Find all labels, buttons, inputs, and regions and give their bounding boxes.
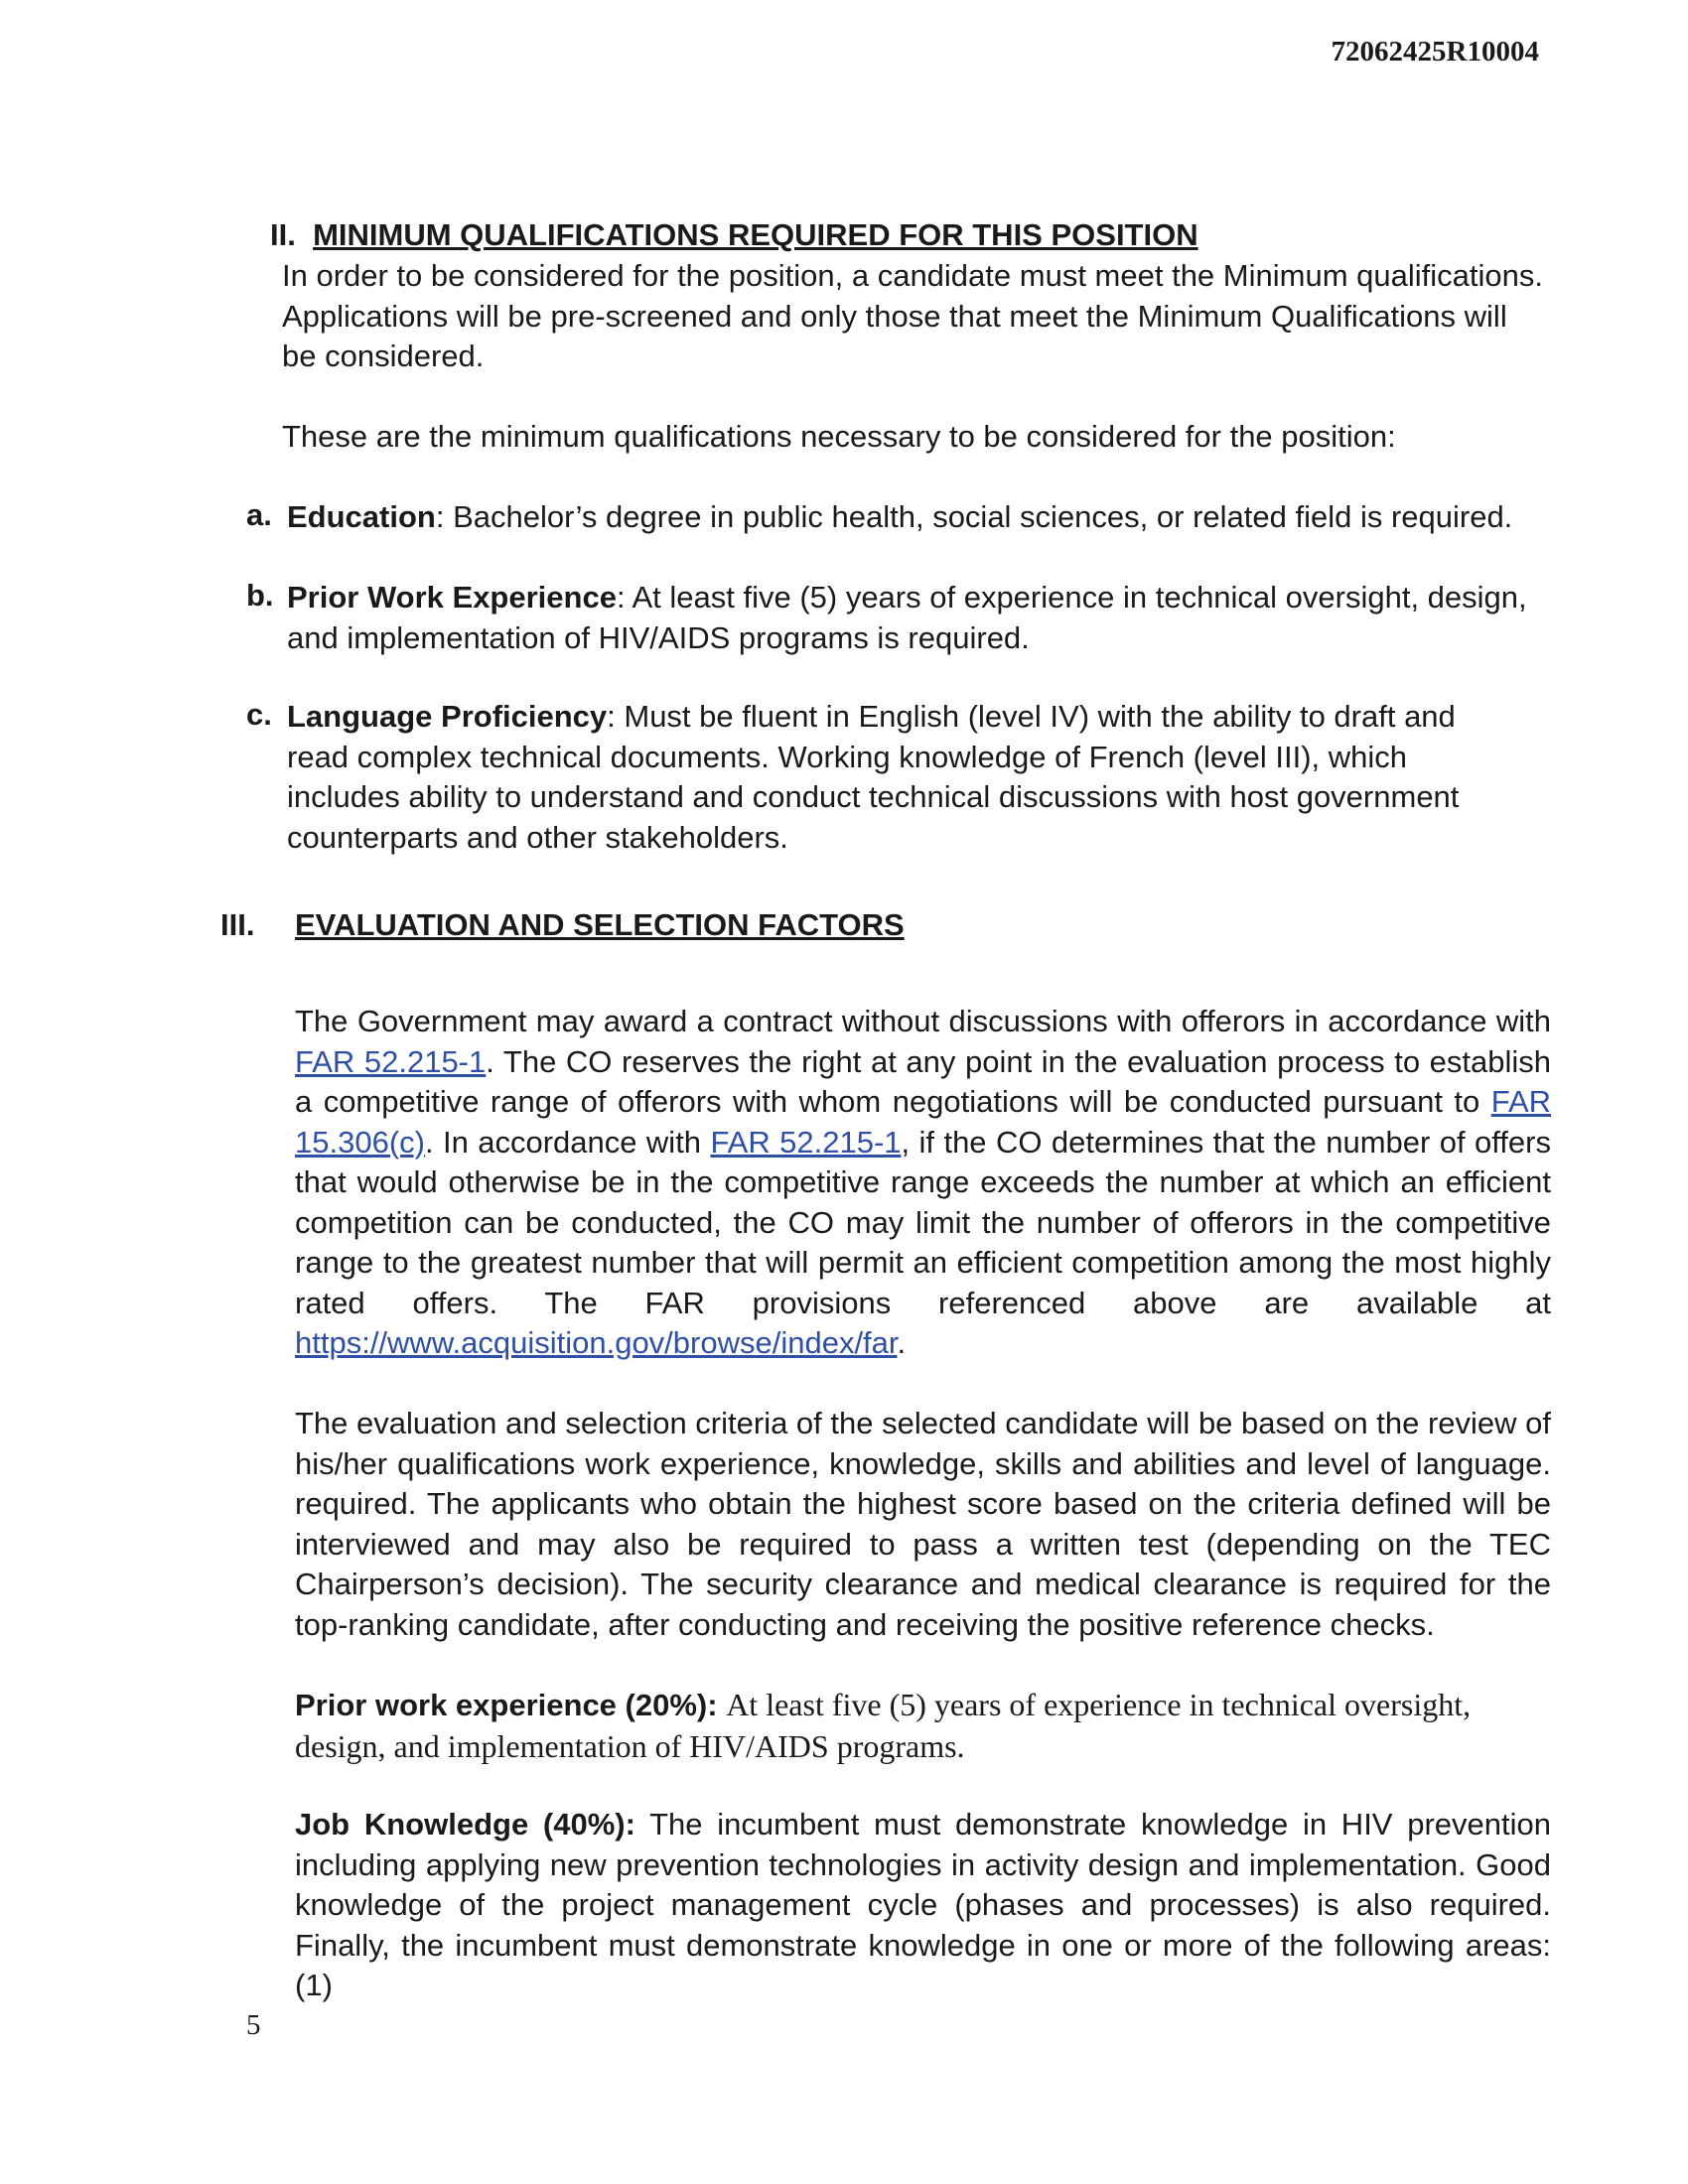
section-iii-title: EVALUATION AND SELECTION FACTORS [295,907,905,942]
far-15-306c-link[interactable]: FAR 15.306(c) [295,1084,1552,1160]
far-52-215-1-link[interactable]: FAR 52.215-1 [295,1043,487,1079]
item-prior-work-text: : At least five (5) years of experience in technical oversight, design, and implementation of HIV/AIDS programs is required. [287,580,1527,655]
page-number: 5 [246,2009,261,2041]
item-language-text: : Must be fluent in English (level IV) with the ability to draft and read complex technical documents. Working knowledge of French (level III), which includes ability to understand and conduct technical discussions with host government counterparts and other stakeholders. [287,699,1460,855]
para-far-text-5: . [897,1325,907,1360]
para-far-text-3: . In accordance with [424,1124,702,1160]
para-far-text-4: , if the CO determines that the number of offers that would otherwise be in the competitive range exceeds the number at which an efficient competition can be conducted, the CO may limit the number of offerors in the competitive range to the greatest number that will permit an efficient competition among the most highly rated offers. The FAR provisions referenced above are available at [295,1124,1551,1320]
document-number: 72062425R10004 [1331,36,1539,68]
acquisition-gov-link[interactable]: https://www.acquisition.gov/browse/index/far [295,1325,898,1360]
para-far-text-2: . The CO reserves the right at any point in the evaluation process to establish a competitive range of offerors with whom negotiations will be conducted pursuant to [295,1043,1551,1119]
section-iii-numeral: III. [220,907,255,942]
section-iii-para-prior-work [295,1685,1551,1767]
item-education-text: : Bachelor’s degree in public health, social sciences, or related field is required. [435,499,1513,534]
far-52-215-1-link-2[interactable]: FAR 52.215-1 [710,1124,902,1160]
item-language [287,697,1508,858]
section-ii-intro: In order to be considered for the position, a candidate must meet the Minimum qualifications. Applications will be pre-screened and only those that meet the Minimum Qualifications will be considered. [282,258,1543,373]
item-education [287,497,1548,538]
section-iii-para-job-knowledge [295,1805,1551,2006]
section-iii-title-wrap [295,907,905,943]
section-ii-heading [270,217,1198,253]
item-c-marker: c. [246,697,272,732]
item-a-marker: a. [246,497,272,532]
section-ii-lead: These are the minimum qualifications necessary to be considered for the position: [282,419,1396,454]
section-ii-numeral: II. [270,217,296,252]
prior-work-criterion-text: At least five (5) years of experience in technical oversight, design, and implementation of HIV/AIDS programs. [295,1687,1472,1764]
section-iii-para-criteria: The evaluation and selection criteria of the selected candidate will be based on the review of his/her qualifications work experience, knowledge, skills and abilities and level of language. required. The applicants who obtain the highest score based on the criteria defined will be interviewed and may also be required to pass a written test (depending on the TEC Chairperson’s decision). The security clearance and medical clearance is required for the top-ranking candidate, after conducting and receiving the positive reference checks. [295,1406,1551,1642]
para-far-text-1: The Government may award a contract without discussions with offerors in accordance with [295,1004,1551,1038]
section-iii-heading [220,907,254,943]
section-ii-title: MINIMUM QUALIFICATIONS REQUIRED FOR THIS POSITION [313,217,1198,252]
item-language-label: Language Proficiency [287,699,608,734]
prior-work-criterion-label: Prior work experience (20%): [295,1688,718,1722]
item-b-marker: b. [246,578,274,613]
item-prior-work [287,578,1548,658]
section-iii-para-far [295,1002,1551,1364]
job-knowledge-criterion-text: The incumbent must demonstrate knowledge in HIV prevention including applying new prevention technologies in activity design and implementation. Good knowledge of the project management cycle (phases and processes) is also required. Finally, the incumbent must demonstrate knowledge in one or more of the following areas: (1) [295,1807,1551,2002]
job-knowledge-criterion-label: Job Knowledge (40%): [295,1807,635,1842]
item-education-label: Education [287,499,436,534]
item-prior-work-label: Prior Work Experience [287,580,617,614]
